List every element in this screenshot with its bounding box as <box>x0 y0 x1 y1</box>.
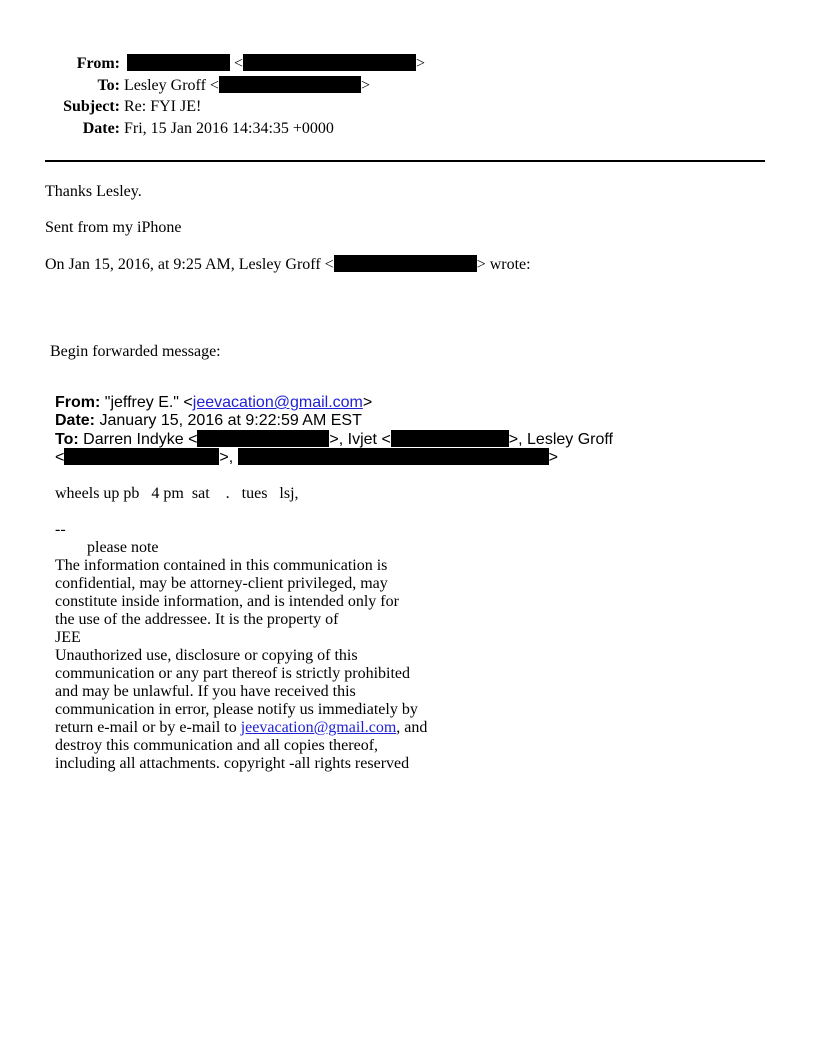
disclaimer-line: JEE <box>55 629 81 646</box>
redacted-block <box>197 430 329 447</box>
fwd-to-row-2: < >, > <box>55 449 558 466</box>
fwd-from-label: From: <box>55 394 101 411</box>
disclaimer-email-link[interactable]: jeevacation@gmail.com <box>240 719 397 736</box>
header-subject-label: Subject: <box>63 98 120 115</box>
sig-dash: -- <box>55 521 66 538</box>
header-date-row <box>45 120 334 138</box>
redacted-block <box>391 430 509 447</box>
header-subject: Re: FYI JE! <box>124 98 202 115</box>
disclaimer-email-line: return e-mail or by e-mail to jeevacation@gmail.com, and <box>55 719 428 736</box>
header-to-name: Lesley Groff <box>124 77 206 94</box>
disclaimer-line: and may be unlawful. If you have received this <box>55 683 356 700</box>
fwd-date: January 15, 2016 at 9:22:59 AM EST <box>99 412 362 429</box>
disclaimer-line: communication or any part thereof is strictly prohibited <box>55 665 411 682</box>
header-from-label: From: <box>76 55 120 72</box>
fwd-from-name: "jeffrey E." < <box>104 394 193 411</box>
reply-signature: Sent from my iPhone <box>45 219 182 236</box>
fwd-to-sep2: >, Lesley Groff <box>508 431 613 448</box>
disclaimer-line: confidential, may be attorney-client privileged, may <box>55 575 388 592</box>
please-note: please note <box>87 539 159 556</box>
fwd-to-name1: Darren Indyke < <box>83 431 198 448</box>
fwd-to-row <box>55 430 613 449</box>
begin-forwarded: Begin forwarded message: <box>50 343 221 360</box>
header-date-label: Date: <box>82 120 120 137</box>
redacted-block <box>219 76 361 93</box>
fwd-to-sep1: >, Ivjet < <box>329 431 391 448</box>
header-from-row: From: < > <box>45 54 425 73</box>
reply-thanks: Thanks Lesley. <box>45 183 142 200</box>
quote-intro-suffix: > wrote: <box>476 256 531 273</box>
redacted-block <box>238 448 549 465</box>
disclaimer-line: destroy this communication and all copies thereof, <box>55 737 379 754</box>
quote-intro-prefix: On Jan 15, 2016, at 9:25 AM, Lesley Groff < <box>45 256 334 273</box>
quote-intro <box>45 255 531 274</box>
redacted-block <box>64 448 219 465</box>
fwd-message: wheels up pb 4 pm sat . tues lsj, <box>55 485 299 502</box>
redacted-block <box>243 54 416 71</box>
fwd-date-label: Date: <box>55 412 96 429</box>
header-subject-row <box>45 98 201 116</box>
fwd-to-label: To: <box>55 431 79 448</box>
disclaimer-line: including all attachments. copyright -all rights reserved <box>55 755 410 772</box>
fwd-date-row <box>55 412 362 430</box>
redacted-block <box>127 54 230 71</box>
disclaimer-line: the use of the addressee. It is the property of <box>55 611 339 628</box>
header-to-label: To: <box>97 77 120 94</box>
fwd-from-email-link[interactable]: jeevacation@gmail.com <box>192 394 363 411</box>
header-divider <box>45 160 765 162</box>
disclaimer-line: communication in error, please notify us immediately by <box>55 701 418 718</box>
disclaimer-line: Unauthorized use, disclosure or copying of this <box>55 647 358 664</box>
header-date: Fri, 15 Jan 2016 14:34:35 +0000 <box>124 120 334 137</box>
disclaimer-line: The information contained in this communication is <box>55 557 388 574</box>
fwd-from-row: From: "jeffrey E." <jeevacation@gmail.com> <box>55 394 373 411</box>
disclaimer <box>55 557 427 773</box>
header-to-row: To: Lesley Groff < > <box>45 76 370 95</box>
redacted-block <box>334 255 477 272</box>
disclaimer-line: constitute inside information, and is intended only for <box>55 593 399 610</box>
